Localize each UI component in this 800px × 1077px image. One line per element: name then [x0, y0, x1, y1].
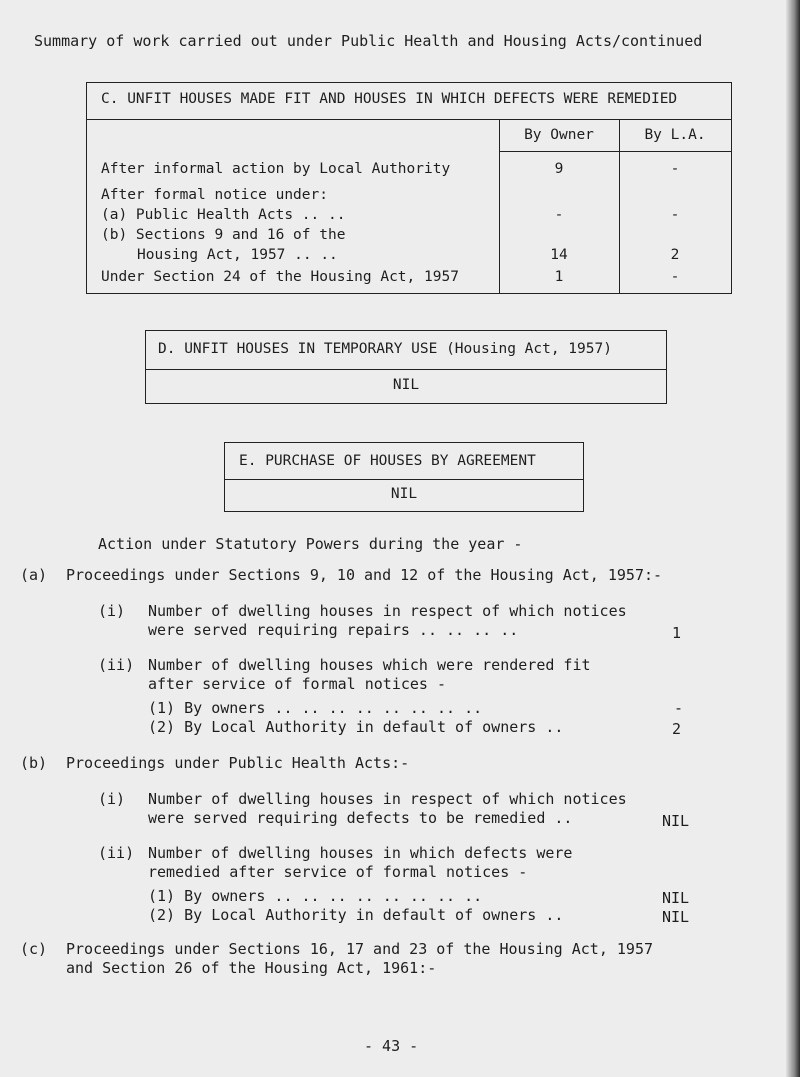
column-header-by-owner: By Owner: [524, 127, 594, 143]
page-number: - 43 -: [364, 1037, 419, 1055]
item-text: were served requiring repairs .. .. .. ..: [148, 621, 519, 639]
item-text: Number of dwelling houses in respect of which notices: [148, 790, 627, 808]
item-text: (2) By Local Authority in default of owners ..: [148, 906, 564, 924]
action-title: Action under Statutory Powers during the year -: [98, 535, 523, 553]
table-unfit-houses-made-fit: [86, 82, 732, 294]
item-text: (2) By Local Authority in default of owners ..: [148, 718, 564, 736]
item-text: Number of dwelling houses which were rendered fit: [148, 656, 591, 674]
page-edge-shadow: [786, 0, 800, 1077]
item-text: (1) By owners .. .. .. .. .. .. .. ..: [148, 887, 483, 905]
row-label: Housing Act, 1957 .. ..: [137, 247, 338, 263]
row-label: (b) Sections 9 and 16 of the: [101, 227, 346, 243]
row-owner-value: -: [554, 207, 564, 223]
item-text: (1) By owners .. .. .. .. .. .. .. ..: [148, 699, 483, 717]
row-label: Under Section 24 of the Housing Act, 1957: [101, 269, 459, 285]
item-value: -: [674, 699, 684, 717]
row-la-value: 2: [670, 247, 680, 263]
item-marker: (i): [98, 790, 126, 808]
row-label: After informal action by Local Authority: [101, 161, 451, 177]
item-text: Number of dwelling houses in respect of which notices: [148, 602, 627, 620]
item-text: were served requiring defects to be remedied ..: [148, 809, 573, 827]
row-la-value: -: [670, 269, 680, 285]
row-owner-value: 9: [554, 161, 564, 177]
section-e-title: E. PURCHASE OF HOUSES BY AGREEMENT: [239, 453, 536, 469]
item-marker: (ii): [98, 656, 135, 674]
row-la-value: -: [670, 161, 680, 177]
page-heading: Summary of work carried out under Public Health and Housing Acts/continued: [34, 32, 703, 50]
item-value: 1: [672, 624, 682, 642]
row-owner-value: 14: [550, 247, 568, 263]
column-header-by-la: By L.A.: [644, 127, 706, 143]
item-marker: (b): [20, 754, 48, 772]
item-value: NIL: [662, 908, 690, 926]
section-e-value: NIL: [390, 486, 418, 502]
item-marker: (a): [20, 566, 48, 584]
box-purchase-by-agreement: [224, 442, 584, 512]
item-marker: (ii): [98, 844, 135, 862]
item-marker: (c): [20, 940, 48, 958]
item-value: 2: [672, 720, 682, 738]
section-d-title: D. UNFIT HOUSES IN TEMPORARY USE (Housing Act, 1957): [158, 341, 612, 357]
item-a-title: Proceedings under Sections 9, 10 and 12 of the Housing Act, 1957:-: [66, 566, 663, 584]
item-marker: (i): [98, 602, 126, 620]
item-c-text: Proceedings under Sections 16, 17 and 23 of the Housing Act, 1957: [66, 940, 653, 958]
item-c-text: and Section 26 of the Housing Act, 1961:-: [66, 959, 437, 977]
row-owner-value: 1: [554, 269, 564, 285]
box-temporary-use: [145, 330, 667, 404]
item-text: Number of dwelling houses in which defects were: [148, 844, 573, 862]
row-label: After formal notice under:: [101, 187, 328, 203]
item-b-title: Proceedings under Public Health Acts:-: [66, 754, 410, 772]
row-label: (a) Public Health Acts .. ..: [101, 207, 346, 223]
item-text: remedied after service of formal notices -: [148, 863, 528, 881]
item-value: NIL: [662, 812, 690, 830]
item-text: after service of formal notices -: [148, 675, 447, 693]
section-d-value: NIL: [392, 377, 420, 393]
item-value: NIL: [662, 889, 690, 907]
row-la-value: -: [670, 207, 680, 223]
section-c-title: C. UNFIT HOUSES MADE FIT AND HOUSES IN WHICH DEFECTS WERE REMEDIED: [101, 91, 678, 107]
